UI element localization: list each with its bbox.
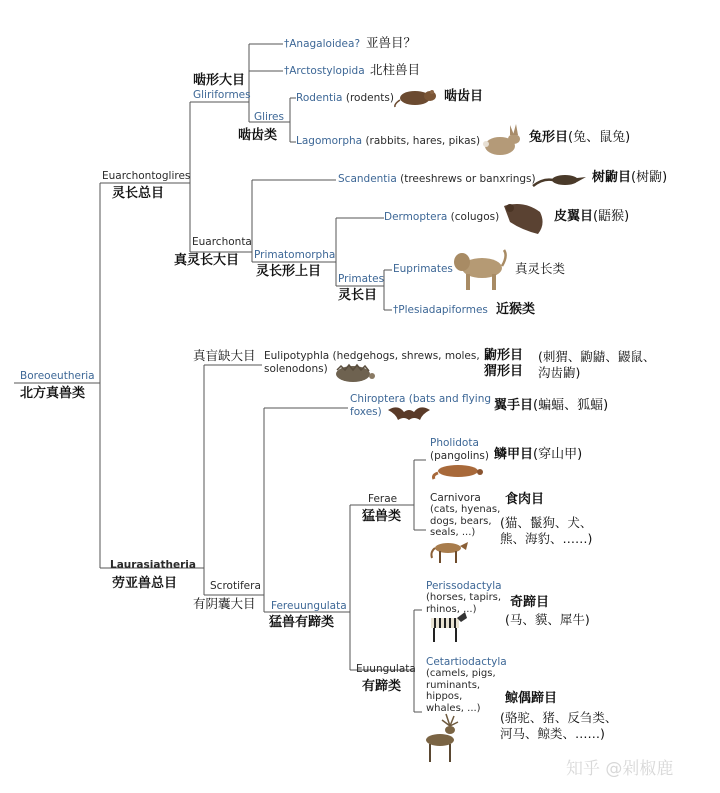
label-scandentia-en: (treeshrews or banxrings) bbox=[400, 173, 536, 185]
label-dermoptera-en: (colugos) bbox=[450, 211, 500, 223]
label-scrotifera-zh: 有阴囊大目 bbox=[193, 596, 256, 611]
label-rodentia-en: (rodents) bbox=[345, 92, 394, 104]
jackal-icon bbox=[428, 538, 470, 564]
label-euungulata: Euungulata bbox=[356, 663, 416, 675]
label-scandentia-zh-row bbox=[592, 170, 667, 186]
rabbit-icon bbox=[480, 122, 524, 158]
label-dermoptera-zh-row bbox=[554, 209, 629, 225]
label-euarchonta-zh: 真灵长大目 bbox=[174, 253, 240, 268]
label-eulipotyphla-zh: 鼩形目 猬形目 bbox=[484, 348, 524, 379]
label-euungulata-zh: 有蹄类 bbox=[362, 679, 402, 694]
label-scandentia-zh: 树鼩目 bbox=[592, 170, 632, 185]
label-primatomorpha: Primatomorpha bbox=[254, 249, 336, 261]
label-lagomorpha: Lagomorpha bbox=[296, 135, 363, 147]
label-rodentia-zh: 啮齿目 bbox=[444, 89, 484, 104]
label-lagomorpha-zh: 兔形目 bbox=[529, 130, 569, 145]
label-rodentia-row bbox=[296, 92, 394, 105]
label-pholidota-zh-row bbox=[494, 447, 582, 463]
label-primates-zh: 灵长目 bbox=[338, 288, 378, 303]
label-glires: Glires bbox=[254, 111, 284, 123]
label-euprimates-zh: 真灵长类 bbox=[515, 261, 566, 276]
label-ferae-zh: 猛兽类 bbox=[362, 509, 402, 524]
label-perissodactyla-zh-note: (马、貘、犀牛) bbox=[505, 612, 590, 627]
label-perissodactyla: Perissodactyla bbox=[426, 580, 502, 592]
label-boreoeutheria-zh: 北方真兽类 bbox=[20, 386, 86, 401]
label-euprimates: Euprimates bbox=[393, 263, 453, 275]
label-gliriformes: Gliriformes bbox=[193, 89, 251, 101]
label-chiroptera-zh-note: (蝙蝠、狐蝠) bbox=[533, 398, 609, 413]
label-scrotifera: Scrotifera bbox=[210, 580, 261, 592]
label-scandentia-row bbox=[338, 173, 536, 186]
label-arctostylopida: †Arctostylopida bbox=[284, 65, 365, 77]
label-lagomorpha-zh-row bbox=[529, 130, 630, 146]
label-scandentia: Scandentia bbox=[338, 173, 397, 185]
label-dermoptera-zh-note: (鼯猴) bbox=[593, 209, 630, 224]
label-pholidota-en: (pangolins) bbox=[430, 450, 489, 462]
label-euarchonta: Euarchonta bbox=[192, 236, 252, 248]
label-cetartiodactyla-en: (camels, pigs, ruminants, hippos, whales, ...) bbox=[426, 668, 496, 714]
label-chiroptera: Chiroptera (bats and flying foxes) bbox=[350, 393, 492, 418]
label-pholidota-zh: 鳞甲目 bbox=[494, 447, 534, 462]
deer-icon bbox=[420, 712, 468, 764]
colugo-icon bbox=[500, 198, 548, 238]
rodent-icon bbox=[393, 86, 439, 108]
label-scandentia-zh-note: (树鼩) bbox=[631, 170, 668, 185]
label-euarchontoglires-zh: 灵长总目 bbox=[112, 186, 165, 201]
label-arctostylopida-zh: 北柱兽目 bbox=[370, 62, 421, 77]
label-gliriformes-zh: 啮形大目 bbox=[193, 73, 246, 88]
zebra-icon bbox=[425, 610, 469, 644]
label-carnivora: Carnivora bbox=[430, 492, 481, 504]
label-glires-zh: 啮齿类 bbox=[238, 128, 278, 143]
label-perissodactyla-en: (horses, tapirs, rhinos, ...) bbox=[426, 592, 502, 615]
label-chiroptera-zh: 翼手目 bbox=[494, 398, 534, 413]
label-primatomorpha-zh: 灵长形上目 bbox=[256, 264, 322, 279]
label-primates: Primates bbox=[338, 273, 385, 285]
hedgehog-icon bbox=[333, 362, 377, 384]
label-dermoptera: Dermoptera bbox=[384, 211, 448, 223]
label-fereuungulata: Fereuungulata bbox=[271, 600, 347, 612]
label-cetartiodactyla: Cetartiodactyla bbox=[426, 656, 507, 668]
label-cetartiodactyla-zh-note: (骆驼、猪、反刍类、 河马、鲸类、……) bbox=[500, 710, 618, 741]
label-boreoeutheria: Boreoeutheria bbox=[20, 370, 95, 382]
label-perissodactyla-zh: 奇蹄目 bbox=[510, 595, 550, 610]
label-ferae: Ferae bbox=[368, 493, 398, 505]
label-lagomorpha-row bbox=[296, 135, 480, 148]
label-plesiadapiformes-zh: 近猴类 bbox=[496, 302, 536, 317]
label-dermoptera-row bbox=[384, 211, 499, 224]
label-pholidota-zh-note: (穿山甲) bbox=[533, 447, 583, 462]
label-chiroptera-zh-row bbox=[494, 398, 608, 414]
label-dermoptera-zh: 皮翼目 bbox=[554, 209, 594, 224]
label-rodentia: Rodentia bbox=[296, 92, 343, 104]
baboon-icon bbox=[452, 246, 508, 292]
label-carnivora-zh-note: (猫、鬣狗、犬、 熊、海豹、……) bbox=[500, 515, 593, 546]
bat-icon bbox=[386, 402, 432, 424]
label-eulipotyphla-group-zh: 真盲缺大目 bbox=[193, 348, 256, 363]
label-fereuungulata-zh: 猛兽有蹄类 bbox=[269, 615, 335, 630]
label-carnivora-en: (cats, hyenas, dogs, bears, seals, ...) bbox=[430, 504, 501, 538]
label-lagomorpha-zh-note: (兔、鼠兔) bbox=[568, 130, 631, 145]
label-anagaloidea-zh: 亚兽目？ bbox=[366, 35, 417, 50]
label-carnivora-zh: 食肉目 bbox=[505, 492, 545, 507]
treeshrew-icon bbox=[531, 168, 587, 190]
label-cetartiodactyla-zh: 鲸偶蹄目 bbox=[505, 691, 558, 706]
label-pholidota: Pholidota bbox=[430, 437, 479, 449]
label-euarchontoglires: Euarchontoglires bbox=[102, 170, 191, 182]
label-eulipotyphla-zh-note: (刺猬、鼩鼱、鼹鼠、 沟齿鼩) bbox=[538, 349, 656, 380]
label-anagaloidea: †Anagaloidea? bbox=[284, 38, 361, 50]
label-laurasiatheria: Laurasiatheria bbox=[110, 559, 196, 571]
watermark: 知乎 @剁椒鹿 bbox=[566, 759, 674, 779]
label-laurasiatheria-zh: 劳亚兽总目 bbox=[112, 576, 178, 591]
pangolin-icon bbox=[432, 461, 486, 481]
label-lagomorpha-en: (rabbits, hares, pikas) bbox=[365, 135, 481, 147]
label-eulipotyphla: Eulipotyphla (hedgehogs, shrews, moles, solenodons) bbox=[264, 350, 480, 375]
label-plesiadapiformes: †Plesiadapiformes bbox=[393, 304, 488, 316]
